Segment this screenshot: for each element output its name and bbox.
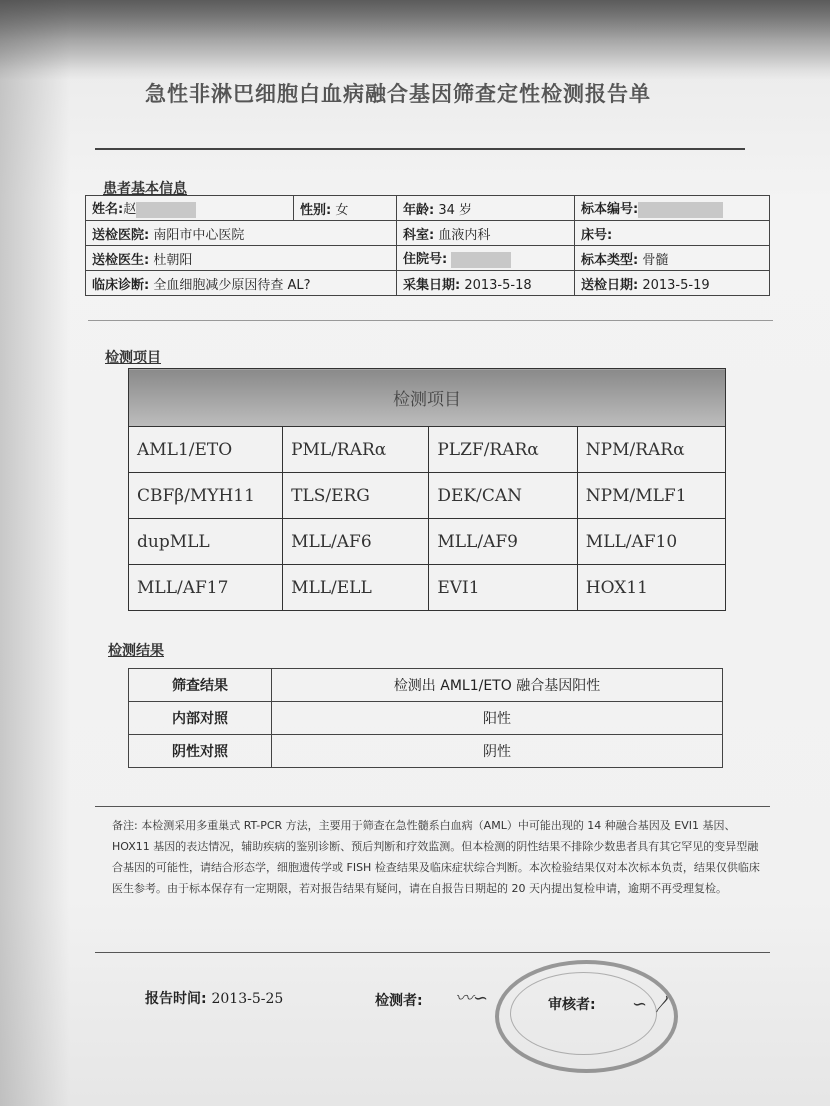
- item-cell: dupMLL: [129, 519, 283, 565]
- reviewer-signature: ∽ 〳: [632, 994, 671, 1015]
- result-value: 检测出 AML1/ETO 融合基因阳性: [272, 669, 723, 702]
- note-divider-top: [95, 806, 770, 807]
- patient-info-table: [85, 195, 770, 296]
- item-cell: MLL/AF9: [429, 519, 577, 565]
- title-divider: [95, 148, 745, 150]
- section-divider: [88, 320, 773, 321]
- redaction: [451, 252, 511, 268]
- dept-cell: 科室: 血液内科: [397, 221, 575, 246]
- redaction: [638, 202, 723, 218]
- name-cell: 姓名:赵: [86, 196, 294, 221]
- item-cell: DEK/CAN: [429, 473, 577, 519]
- results-section-title: 检测结果: [108, 643, 164, 659]
- result-label: 筛查结果: [129, 669, 272, 702]
- collect-date-cell: 采集日期: 2013-5-18: [397, 271, 575, 296]
- report-title: 急性非淋巴细胞白血病融合基因筛查定性检测报告单: [145, 82, 651, 106]
- item-cell: MLL/AF6: [283, 519, 429, 565]
- item-cell: EVI1: [429, 565, 577, 611]
- hospital-cell: 送检医院: 南阳市中心医院: [86, 221, 397, 246]
- submit-date-cell: 送检日期: 2013-5-19: [575, 271, 770, 296]
- item-cell: NPM/MLF1: [577, 473, 725, 519]
- page-shadow: [0, 0, 70, 1106]
- reviewer-label: 审核者:: [548, 997, 596, 1013]
- item-cell: NPM/RARα: [577, 427, 725, 473]
- page-top-shadow: [0, 0, 830, 80]
- inpatient-cell: 住院号:: [397, 246, 575, 271]
- doctor-cell: 送检医生: 杜朝阳: [86, 246, 397, 271]
- item-cell: MLL/AF17: [129, 565, 283, 611]
- age-cell: 年龄: 34 岁: [397, 196, 575, 221]
- item-cell: MLL/AF10: [577, 519, 725, 565]
- result-label: 阴性对照: [129, 735, 272, 768]
- tester-label: 检测者:: [375, 993, 423, 1009]
- item-cell: CBFβ/MYH11: [129, 473, 283, 519]
- test-items-table: [128, 368, 726, 611]
- results-table: [128, 668, 723, 768]
- items-table-header: 检测项目: [129, 369, 726, 427]
- sample-no-cell: 标本编号:: [575, 196, 770, 221]
- note-divider-bottom: [95, 952, 770, 953]
- item-cell: PML/RARα: [283, 427, 429, 473]
- report-time: 报告时间: 2013-5-25: [145, 991, 284, 1007]
- bed-cell: 床号:: [575, 221, 770, 246]
- item-cell: HOX11: [577, 565, 725, 611]
- diagnosis-cell: 临床诊断: 全血细胞减少原因待查 AL?: [86, 271, 397, 296]
- result-value: 阴性: [272, 735, 723, 768]
- sex-cell: 性别: 女: [294, 196, 397, 221]
- items-section-title: 检测项目: [105, 350, 161, 366]
- item-cell: AML1/ETO: [129, 427, 283, 473]
- sample-type-cell: 标本类型: 骨髓: [575, 246, 770, 271]
- item-cell: TLS/ERG: [283, 473, 429, 519]
- item-cell: PLZF/RARα: [429, 427, 577, 473]
- result-label: 内部对照: [129, 702, 272, 735]
- redaction: [136, 202, 196, 218]
- remarks-text: 备注: 本检测采用多重巢式 RT-PCR 方法，主要用于筛查在急性髓系白血病（AML）中可能出现的 14 种融合基因及 EVI1 基因、HOX11 基因的表达情况，辅助疾病的鉴别诊断、预后判断和疗效监测。但本检测的阴性结果不排除少数患者具有其它罕见的变异型融合基因的可能性，请结合形态学，细胞遗传学或 FISH 检查结果及临床症状综合判断。本次检验结果仅对本次标本负责，结果仅供临床医生参考。由于标本保存有一定期限，若对报告结果有疑问，请在自报告日期起的 20 天内提出复检申请，逾期不再受理复检。: [112, 819, 760, 895]
- item-cell: MLL/ELL: [283, 565, 429, 611]
- tester-signature: 〰︎∽: [455, 988, 489, 1009]
- patient-section-title: 患者基本信息: [103, 181, 187, 197]
- result-value: 阳性: [272, 702, 723, 735]
